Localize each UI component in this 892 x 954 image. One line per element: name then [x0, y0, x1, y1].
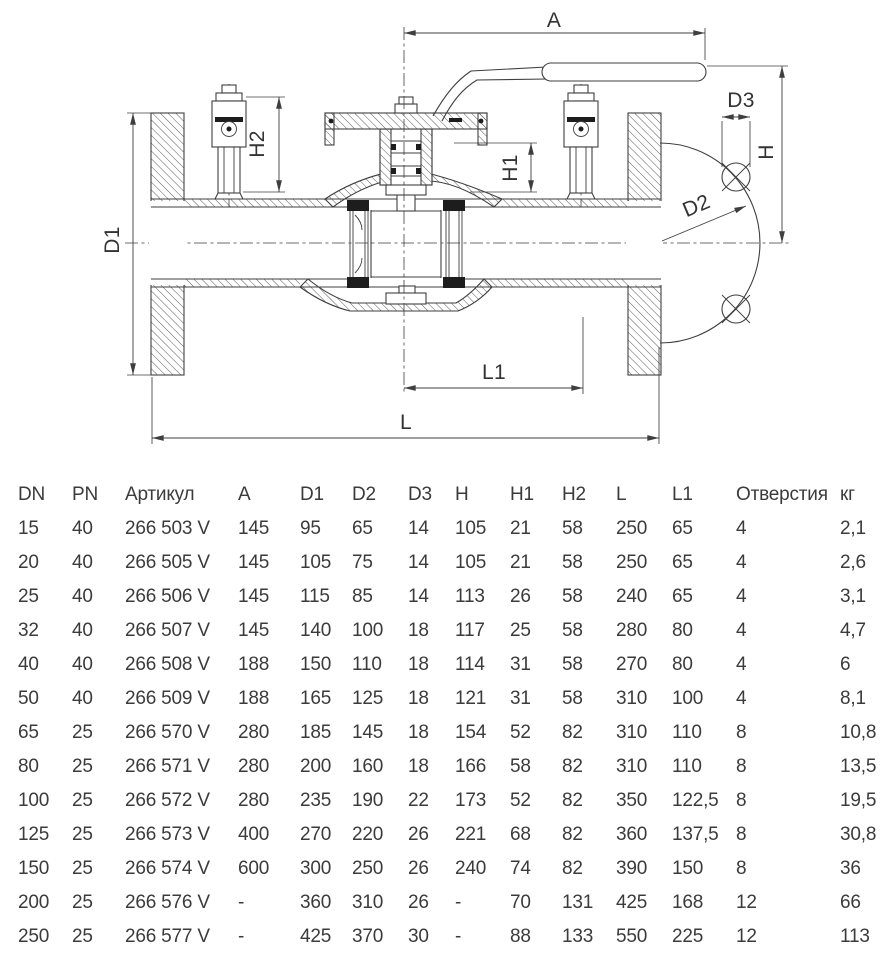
table-cell: 22: [408, 790, 429, 811]
table-cell: 21: [510, 518, 531, 539]
table-cell: 235: [300, 790, 332, 811]
column-header: D2: [352, 484, 376, 505]
table-cell: 25: [72, 722, 93, 743]
table-row: [18, 648, 892, 682]
table-cell: 266 506 V: [125, 586, 210, 607]
table-cell: 310: [616, 688, 648, 709]
table-cell: 100: [18, 790, 50, 811]
table-cell: 82: [562, 824, 583, 845]
table-cell: 82: [562, 722, 583, 743]
table-cell: 121: [455, 688, 487, 709]
table-cell: 425: [616, 892, 648, 913]
dim-label-h2: H2: [246, 130, 269, 158]
column-header: DN: [18, 484, 46, 505]
table-cell: 88: [510, 926, 531, 947]
table-cell: 266 570 V: [125, 722, 210, 743]
table-cell: 58: [562, 586, 583, 607]
table-cell: 240: [455, 858, 487, 879]
table-cell: 65: [672, 586, 693, 607]
table-row: [18, 818, 892, 852]
table-cell: 150: [18, 858, 50, 879]
table-cell: 8: [736, 756, 747, 777]
right-drain-fitting: [564, 84, 598, 207]
table-cell: 133: [562, 926, 594, 947]
column-header: A: [238, 484, 251, 505]
table-cell: 31: [510, 654, 531, 675]
table-cell: 185: [300, 722, 332, 743]
table-cell: 220: [352, 824, 384, 845]
dim-h2: [243, 97, 285, 192]
table-cell: 95: [300, 518, 321, 539]
table-cell: 280: [238, 756, 270, 777]
table-cell: 310: [352, 892, 384, 913]
table-cell: 10,8: [840, 722, 877, 743]
table-cell: 18: [408, 722, 429, 743]
table-cell: 2,6: [840, 552, 866, 573]
table-cell: 550: [616, 926, 648, 947]
table-cell: 266 571 V: [125, 756, 210, 777]
table-cell: 52: [510, 790, 531, 811]
table-cell: 225: [672, 926, 704, 947]
table-cell: 26: [408, 824, 429, 845]
table-cell: 150: [672, 858, 704, 879]
table-cell: 21: [510, 552, 531, 573]
table-row: [18, 750, 892, 784]
dim-label-h1: H1: [499, 154, 522, 182]
table-cell: 40: [72, 620, 93, 641]
table-cell: 110: [672, 756, 702, 777]
table-cell: 145: [238, 620, 270, 641]
table-cell: 145: [238, 518, 270, 539]
table-cell: 173: [455, 790, 487, 811]
dim-a: [404, 9, 705, 60]
table-cell: 165: [300, 688, 332, 709]
table-row: [18, 580, 892, 614]
table-cell: 40: [18, 654, 39, 675]
table-cell: 250: [616, 518, 648, 539]
column-header: D3: [408, 484, 432, 505]
table-cell: 12: [736, 892, 757, 913]
table-cell: 200: [300, 756, 332, 777]
table-cell: 68: [510, 824, 531, 845]
table-cell: 52: [510, 722, 531, 743]
table-cell: 4,7: [840, 620, 866, 641]
table-cell: 200: [18, 892, 50, 913]
table-cell: 82: [562, 790, 583, 811]
table-cell: 25: [72, 858, 93, 879]
table-cell: 65: [672, 518, 693, 539]
dim-d3: [722, 89, 755, 167]
table-cell: -: [455, 892, 462, 913]
table-row: [18, 546, 892, 580]
table-cell: 2,1: [840, 518, 866, 539]
table-cell: 18: [408, 688, 429, 709]
dim-label-a: A: [546, 9, 562, 32]
table-cell: 266 577 V: [125, 926, 210, 947]
column-header: кг: [840, 484, 855, 505]
column-header: L: [616, 484, 627, 505]
table-cell: 58: [562, 552, 583, 573]
table-cell: 266 507 V: [125, 620, 210, 641]
table-cell: -: [238, 926, 245, 947]
table-cell: 36: [840, 858, 861, 879]
table-cell: 250: [616, 552, 648, 573]
table-cell: 122,5: [672, 790, 719, 811]
table-cell: 40: [72, 586, 93, 607]
table-cell: 13,5: [840, 756, 877, 777]
table-cell: 65: [672, 552, 693, 573]
table-cell: 4: [736, 654, 747, 675]
table-cell: 166: [455, 756, 487, 777]
table-cell: 150: [300, 654, 332, 675]
table-cell: 114: [455, 654, 485, 675]
table-cell: 400: [238, 824, 270, 845]
table-cell: 105: [455, 518, 487, 539]
table-cell: 190: [352, 790, 384, 811]
dim-label-d1: D1: [101, 226, 124, 254]
table-cell: 270: [616, 654, 648, 675]
table-cell: 82: [562, 858, 583, 879]
table-cell: 188: [238, 688, 270, 709]
table-cell: -: [455, 926, 462, 947]
dim-label-d2: D2: [679, 190, 714, 222]
table-header-row: [18, 478, 892, 512]
table-cell: 221: [455, 824, 487, 845]
table-cell: 15: [18, 518, 39, 539]
stem-assembly: [325, 97, 487, 185]
table-cell: 370: [352, 926, 384, 947]
table-cell: 65: [18, 722, 39, 743]
table-cell: 168: [672, 892, 704, 913]
table-cell: 70: [510, 892, 531, 913]
table-cell: 20: [18, 552, 39, 573]
column-header: H: [455, 484, 469, 505]
table-cell: 32: [18, 620, 39, 641]
table-cell: 40: [72, 688, 93, 709]
table-cell: 58: [562, 620, 583, 641]
table-cell: 4: [736, 620, 747, 641]
table-cell: 300: [300, 858, 332, 879]
table-cell: 266 574 V: [125, 858, 210, 879]
table-body: [18, 512, 892, 954]
table-cell: 160: [352, 756, 384, 777]
table-cell: 266 576 V: [125, 892, 210, 913]
table-cell: 65: [352, 518, 373, 539]
table-cell: 66: [840, 892, 861, 913]
table-cell: 25: [72, 892, 93, 913]
table-cell: 266 505 V: [125, 552, 210, 573]
table-cell: 30,8: [840, 824, 877, 845]
table-cell: 80: [672, 654, 693, 675]
column-header: Отверстия: [736, 484, 828, 505]
column-header: L1: [672, 484, 693, 505]
table-cell: 6: [840, 654, 851, 675]
table-cell: 105: [300, 552, 332, 573]
table-cell: 40: [72, 654, 93, 675]
table-cell: 8,1: [840, 688, 866, 709]
table-row: [18, 614, 892, 648]
table-cell: 58: [562, 518, 583, 539]
dim-label-l: L: [400, 411, 412, 434]
table-cell: 25: [18, 586, 39, 607]
table-cell: 113: [455, 586, 485, 607]
table-cell: 266 503 V: [125, 518, 210, 539]
dimensions-table: [18, 478, 892, 954]
table-cell: 4: [736, 688, 747, 709]
table-cell: 3,1: [840, 586, 866, 607]
table-cell: 4: [736, 552, 747, 573]
valve-technical-drawing: [0, 0, 892, 470]
left-drain-fitting: [212, 84, 246, 207]
table-cell: 58: [562, 654, 583, 675]
dim-d2: [662, 190, 746, 241]
table-row: [18, 920, 892, 954]
table-cell: 145: [238, 586, 270, 607]
table-cell: 280: [616, 620, 648, 641]
table-cell: 8: [736, 858, 747, 879]
table-cell: 8: [736, 824, 747, 845]
table-cell: 105: [455, 552, 487, 573]
table-cell: 390: [616, 858, 648, 879]
table-cell: 80: [18, 756, 39, 777]
table-cell: 26: [408, 892, 429, 913]
table-row: [18, 784, 892, 818]
table-cell: 240: [616, 586, 648, 607]
table-cell: 4: [736, 586, 747, 607]
table-cell: 26: [408, 858, 429, 879]
table-cell: 110: [672, 722, 702, 743]
ball-and-seats: [347, 184, 465, 304]
table-cell: 18: [408, 620, 429, 641]
valve-drawing-svg: [0, 0, 892, 470]
table-cell: 266 573 V: [125, 824, 210, 845]
dim-label-h: H: [755, 144, 778, 160]
table-cell: 154: [455, 722, 487, 743]
table-cell: 40: [72, 552, 93, 573]
table-cell: 100: [672, 688, 704, 709]
table-row: [18, 512, 892, 546]
table-cell: 140: [300, 620, 332, 641]
table-cell: 25: [72, 756, 93, 777]
handle-grip: [542, 63, 706, 81]
table-cell: 250: [352, 858, 384, 879]
left-flange: [149, 113, 186, 375]
table-cell: 100: [352, 620, 384, 641]
table-cell: 25: [72, 926, 93, 947]
table-cell: 188: [238, 654, 270, 675]
table-cell: 280: [238, 790, 270, 811]
table-row: [18, 716, 892, 750]
table-cell: 40: [72, 518, 93, 539]
table-cell: 145: [352, 722, 384, 743]
dim-l1: [404, 317, 583, 394]
table-cell: 19,5: [840, 790, 877, 811]
table-cell: 18: [408, 756, 429, 777]
table-cell: 425: [300, 926, 332, 947]
table-cell: 8: [736, 790, 747, 811]
table-cell: 25: [72, 790, 93, 811]
table-cell: 18: [408, 654, 429, 675]
right-flange: [626, 113, 663, 375]
table-cell: 74: [510, 858, 531, 879]
table-cell: 82: [562, 756, 583, 777]
column-header: H2: [562, 484, 586, 505]
table-cell: 80: [672, 620, 693, 641]
table-cell: 110: [352, 654, 382, 675]
table-cell: 250: [18, 926, 50, 947]
table-cell: 125: [18, 824, 50, 845]
table-cell: 117: [455, 620, 485, 641]
table-cell: 30: [408, 926, 429, 947]
table-cell: 360: [300, 892, 332, 913]
dim-label-d3: D3: [727, 89, 755, 112]
table-cell: 85: [352, 586, 373, 607]
table-cell: 310: [616, 722, 648, 743]
table-row: [18, 852, 892, 886]
table-cell: 50: [18, 688, 39, 709]
table-cell: 600: [238, 858, 270, 879]
table-cell: 58: [510, 756, 531, 777]
table-row: [18, 886, 892, 920]
table-cell: 75: [352, 552, 373, 573]
column-header: H1: [510, 484, 534, 505]
table-cell: 26: [510, 586, 531, 607]
table-cell: 131: [562, 892, 594, 913]
table-cell: -: [238, 892, 245, 913]
table-cell: 25: [72, 824, 93, 845]
table-cell: 14: [408, 518, 429, 539]
table-cell: 266 508 V: [125, 654, 210, 675]
dim-label-l1: L1: [482, 361, 506, 384]
table-cell: 145: [238, 552, 270, 573]
table-cell: 14: [408, 552, 429, 573]
table-cell: 12: [736, 926, 757, 947]
stem-nut: [395, 104, 417, 113]
column-header: Артикул: [125, 484, 195, 505]
table-cell: 25: [510, 620, 531, 641]
column-header: PN: [72, 484, 98, 505]
table-cell: 8: [736, 722, 747, 743]
table-cell: 350: [616, 790, 648, 811]
table-cell: 266 572 V: [125, 790, 210, 811]
table-cell: 125: [352, 688, 384, 709]
table-cell: 280: [238, 722, 270, 743]
table-cell: 137,5: [672, 824, 719, 845]
dim-d1: [101, 113, 152, 375]
table-cell: 270: [300, 824, 332, 845]
table-cell: 115: [300, 586, 330, 607]
table-cell: 14: [408, 586, 429, 607]
table-cell: 310: [616, 756, 648, 777]
column-header: D1: [300, 484, 324, 505]
table-cell: 58: [562, 688, 583, 709]
table-row: [18, 682, 892, 716]
table-cell: 31: [510, 688, 531, 709]
table-cell: 4: [736, 518, 747, 539]
table-cell: 266 509 V: [125, 688, 210, 709]
table-cell: 360: [616, 824, 648, 845]
dimensions-table-section: [0, 470, 892, 954]
table-cell: 113: [840, 926, 870, 947]
